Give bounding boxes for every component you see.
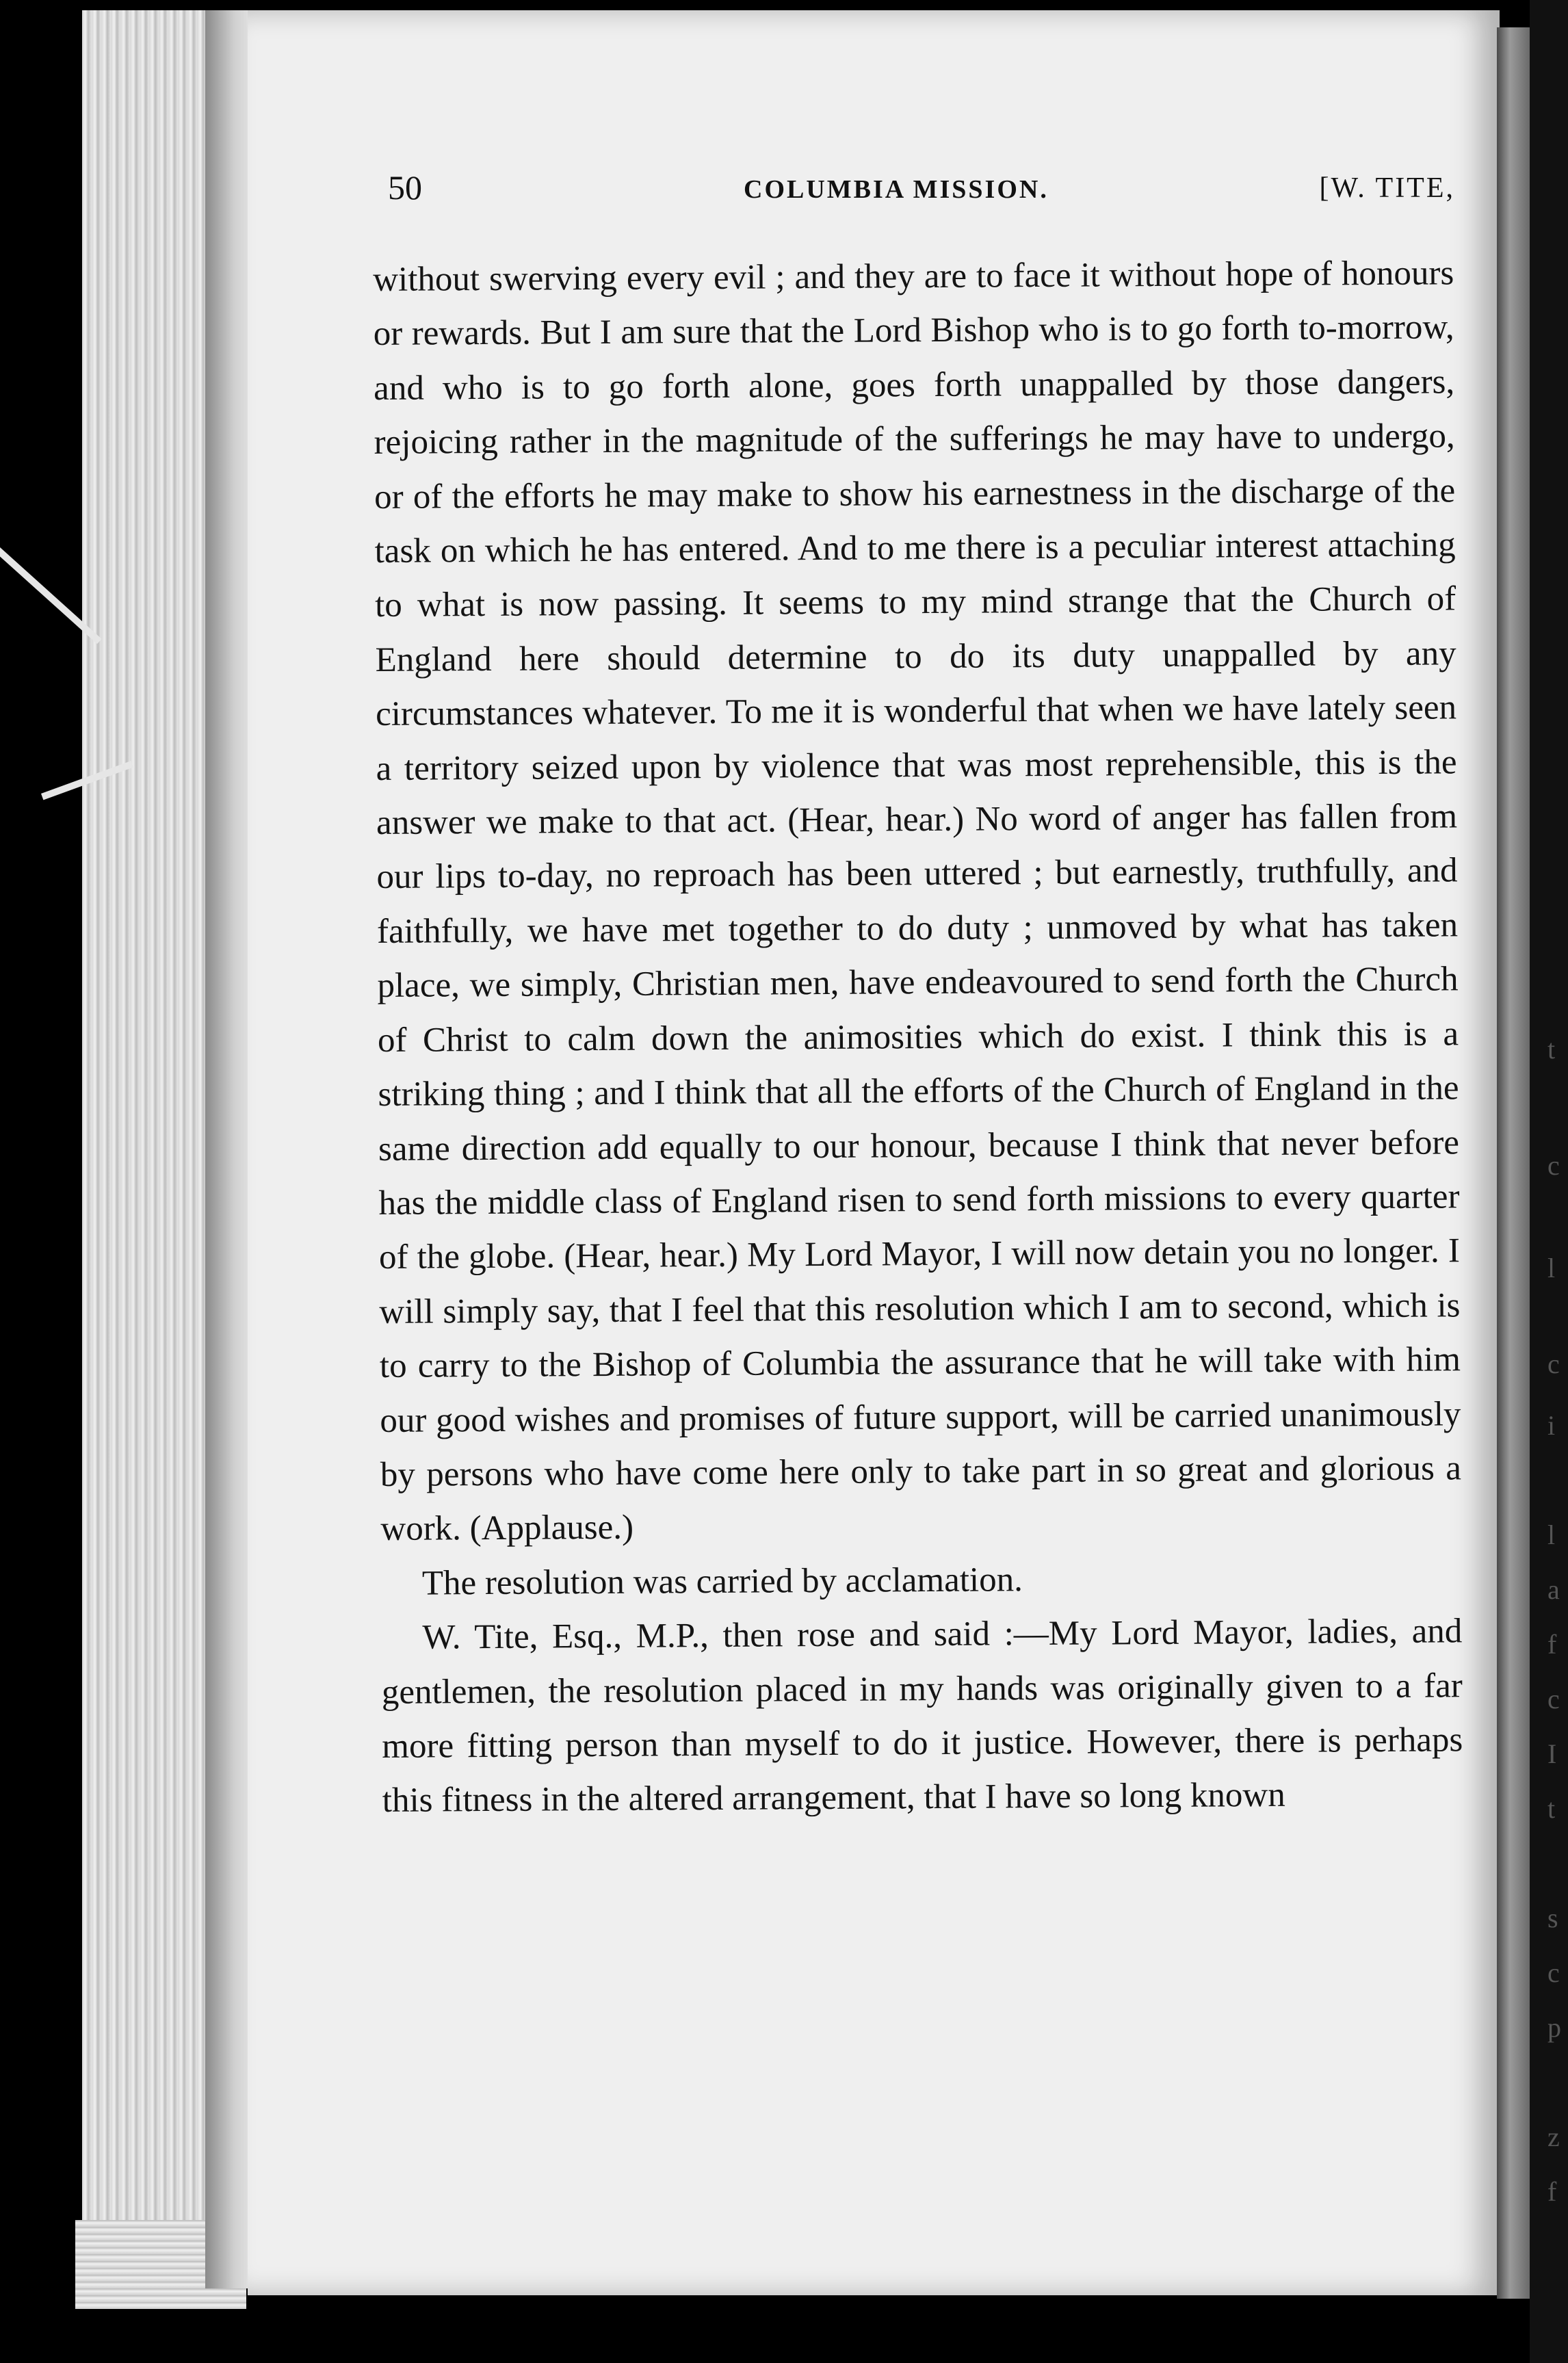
- gutter-shadow: [205, 10, 253, 2288]
- margin-letter: s: [1547, 1903, 1558, 1933]
- margin-letter: c: [1547, 1150, 1560, 1181]
- margin-letter: l: [1547, 1519, 1556, 1550]
- running-head-speaker: [W. TITE,: [1319, 172, 1455, 204]
- margin-letter: t: [1547, 1793, 1556, 1824]
- margin-letter: I: [1547, 1738, 1557, 1769]
- running-title: COLUMBIA MISSION.: [744, 175, 1049, 204]
- paragraph: W. Tite, Esq., M.P., then rose and said :—My Lord Mayor, ladies, and gentlemen, the resolution placed in my hands was originally given to a far more fitting person than myself to do it justice. However, there is perhaps this fitness in the altered arrangement, that I have so long known: [381, 1612, 1463, 1820]
- margin-letter: f: [1547, 1629, 1557, 1660]
- margin-letter: i: [1547, 1410, 1556, 1441]
- margin-letter: f: [1547, 2176, 1557, 2207]
- page-number: 50: [388, 168, 422, 207]
- margin-letter: z: [1547, 2122, 1560, 2152]
- margin-letter: c: [1547, 1348, 1560, 1379]
- margin-letter: t: [1547, 1034, 1556, 1065]
- margin-letter: a: [1547, 1574, 1560, 1605]
- paragraph: without swerving every evil ; and they are to face it without hope of honours or rewards. But I am sure that the Lord Bishop who is to go forth to-morrow, and who is to go forth alone, goes forth unappalled by those dangers, rejoicing rather in the magnitude of the sufferings he may have to undergo, or of the efforts he may make to show his earnestness in the discharge of the task on which he has entered. And to me there is a peculiar interest attaching to what is now passing. It seems to my mind strange that the Church of England here should determine to do its duty unappalled by any circumstances whatever. To me it is wonderful that when we have lately seen a territory seized upon by violence that was most reprehensible, this is the answer we make to that act. (Hear, hear.) No word of anger has fallen from our lips to-day, no reproach has been uttered ; but earnestly, truthfully, and faithfully, we have met together to do duty ; unmoved by what has taken place, we simply, Christian men, have endeavoured to send forth the Church of Christ to calm down the animosities which do exist. I think this is a striking thing ; and I think that all the efforts of the Church of England in the same direction add equally to our honour, because I think that never before has the middle class of England risen to send forth missions to every quarter of the globe. (Hear, hear.) My Lord Mayor, I will now detain you no longer. I will simply say, that I feel that this resolution which I am to second, which is to carry to the Bishop of Columbia the assurance that he will take with him our good wishes and promises of future support, will be carried unanimously by persons who have come here only to take part in so great and glorious a work. (Applause.): [373, 254, 1462, 1549]
- margin-letter: c: [1547, 1684, 1560, 1714]
- margin-letter: c: [1547, 1957, 1560, 1988]
- running-header: [388, 168, 1455, 222]
- page-right-edge: [1497, 27, 1530, 2299]
- body-text: [373, 246, 1463, 1828]
- margin-letter: l: [1547, 1253, 1556, 1283]
- facing-page-strip: [1530, 0, 1568, 2363]
- paragraph: The resolution was carried by acclamation.: [421, 1560, 1023, 1603]
- margin-letter: p: [1547, 2012, 1561, 2043]
